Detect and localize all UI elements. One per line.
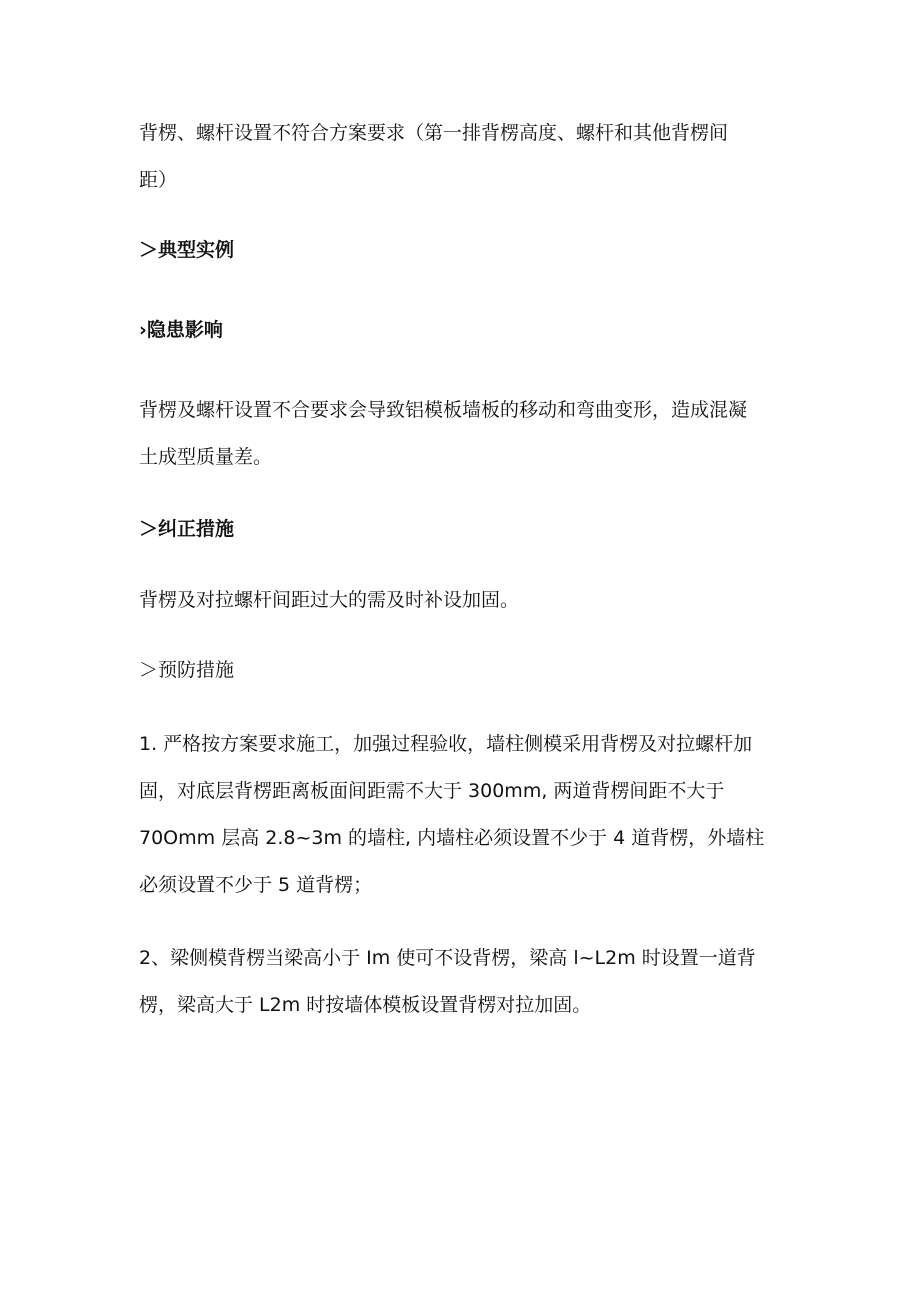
hazard-text [139, 387, 789, 481]
prevention-item-1-line-2: 固，对底层背楞距离板面间距需不大于 300mm, 两道背楞间距不大于 [139, 780, 725, 802]
prevention-item-1-line-3: 70Omm 层高 2.8~3m 的墙柱, 内墙柱必须设置不少于 4 道背楞，外墙柱 [139, 827, 765, 849]
prevention-item-1-line-4: 必须设置不少于 5 道背楞； [139, 874, 373, 896]
hazard-text-line-1: 背楞及螺杆设置不合要求会导致铝模板墙板的移动和弯曲变形，造成混凝 [139, 399, 748, 421]
correction-text: 背楞及对拉螺杆间距过大的需及时补设加固。 [139, 589, 520, 611]
problem-statement-line-1: 背楞、螺杆设置不符合方案要求（第一排背楞高度、螺杆和其他背楞间 [139, 122, 729, 144]
correction-heading: ＞纠正措施 [139, 518, 235, 540]
hazard-text-line-2: 土成型质量差。 [139, 446, 273, 468]
typical-example-heading: ＞典型实例 [139, 239, 235, 261]
problem-statement-line-2: 距） [139, 169, 178, 191]
prevention-item-2 [139, 935, 789, 1029]
problem-statement [139, 110, 789, 204]
prevention-item-2-line-1: 2、梁侧模背楞当梁高小于 Im 使可不设背楞，梁高 l~L2m 时设置一道背 [139, 947, 756, 969]
prevention-item-2-line-2: 楞，梁高大于 L2m 时按墙体模板设置背楞对拉加固。 [139, 994, 592, 1016]
hazard-heading: ›隐患影响 [139, 319, 223, 341]
prevention-item-1-line-1: 1. 严格按方案要求施工，加强过程验收，墙柱侧模采用背楞及对拉螺杆加 [139, 733, 753, 755]
prevention-item-1 [139, 721, 789, 909]
prevention-heading: ＞预防措施 [139, 659, 235, 681]
